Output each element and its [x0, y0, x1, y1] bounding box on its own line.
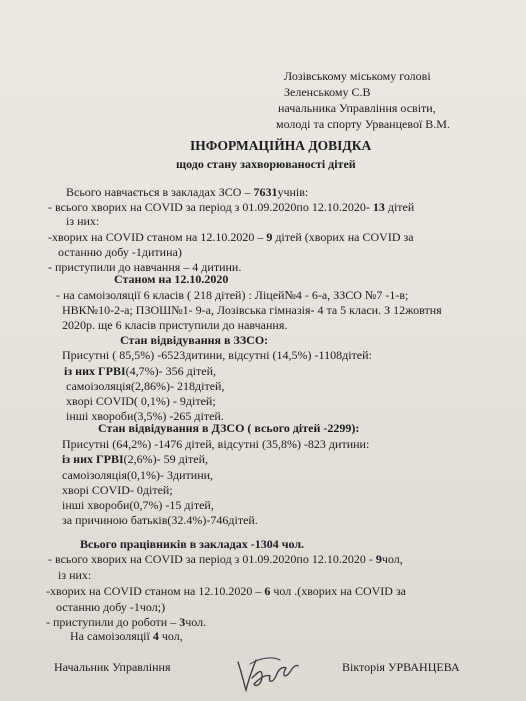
students-covid-current: -хворих на COVID станом на 12.10.2020 – 9 дітей (хворих на COVID за — [48, 230, 414, 244]
document-title: ІНФОРМАЦІЙНА ДОВІДКА — [190, 138, 372, 153]
document-subtitle: щодо стану захворюваності дітей — [176, 157, 356, 171]
isolation-line-3: 2020р. ще 6 класів приступили до навчання. — [62, 318, 288, 332]
zzso-present: Присутні ( 85,5%) -6523дитини, відсутні (14,5%) -1108дітей: — [62, 348, 372, 362]
students-total: Всього навчається в закладах ЗСО – 7631учнів: — [66, 185, 309, 199]
dzso-heading: Стан відвідування в ДЗСО ( всього дітей -2299): — [98, 421, 360, 435]
dzso-covid: хворі COVID- 0дітей; — [62, 483, 173, 497]
staff-of-them: із них: — [58, 568, 92, 582]
zzso-covid: хворі COVID( 0,1%) - 9дітей; — [66, 394, 216, 408]
zzso-other: інші хвороби(3,5%) -265 дітей. — [66, 409, 224, 423]
status-date-heading: Станом на 12.10.2020 — [114, 272, 229, 286]
isolation-line-1: - на самоізоляції 6 класів ( 218 дітей) : Ліцей№4 - 6-а, ЗЗСО №7 -1-в; — [56, 288, 409, 302]
addressee-line-3: начальника Управління освіти, — [278, 101, 436, 115]
students-covid-lastday: останню добу -1дитина) — [58, 245, 182, 259]
addressee-line-2: Зеленському С.В — [284, 85, 371, 99]
zzso-heading: Стан відвідування в ЗЗСО: — [120, 333, 269, 347]
staff-covid-current: -хворих на COVID станом на 12.10.2020 – 6 чол .(хворих на COVID за — [46, 584, 407, 598]
students-covid-total: - всього хворих на COVID за період з 01.09.2020по 12.10.2020- 13 дітей — [48, 200, 415, 214]
dzso-present: Присутні (64,2%) -1476 дітей, відсутні (35,8%) -823 дитини: — [62, 437, 370, 451]
signer-name: Вікторія УРВАНЦЕВА — [342, 660, 460, 674]
zzso-arvi: із них ГРВІ(4,7%)- 356 дітей, — [64, 364, 217, 378]
dzso-parents: за причиною батьків(32.4%)-746дітей. — [62, 513, 258, 527]
addressee-line-4: молоді та спорту Урванцевої В.М. — [276, 117, 450, 131]
dzso-other: інші хвороби(0,7%) -15 дітей, — [62, 498, 214, 512]
addressee-line-1: Лозівському міському голові — [284, 69, 431, 83]
staff-heading: Всього працівників в закладах -1304 чол. — [80, 537, 305, 551]
isolation-line-2: НВК№10-2-а; ПЗОШ№1- 9-а, Лозівська гімназія- 4 та 5 класи. З 12жовтня — [62, 303, 442, 317]
dzso-self-isolation: самоізоляція(0,1%)- 3дитини, — [62, 468, 214, 482]
dzso-arvi: із них ГРВІ(2,6%)- 59 дітей, — [62, 452, 209, 466]
students-resumed: - приступили до навчання – 4 дитини. — [48, 260, 242, 274]
staff-covid-total: - всього хворих на COVID за період з 01.09.2020по 12.10.2020 - 9чол, — [48, 552, 403, 566]
zzso-self-isolation: самоізоляція(2,86%)- 218дітей, — [66, 379, 225, 393]
signer-position: Начальник Управління — [54, 660, 171, 674]
students-of-them: із них: — [66, 214, 100, 228]
staff-isolation: На самоізоляції 4 чол, — [70, 629, 183, 643]
handwritten-signature — [232, 654, 302, 694]
staff-resumed: - приступили до роботи – 3чол. — [46, 615, 207, 629]
staff-covid-lastday: останню добу -1чол;) — [56, 600, 166, 614]
